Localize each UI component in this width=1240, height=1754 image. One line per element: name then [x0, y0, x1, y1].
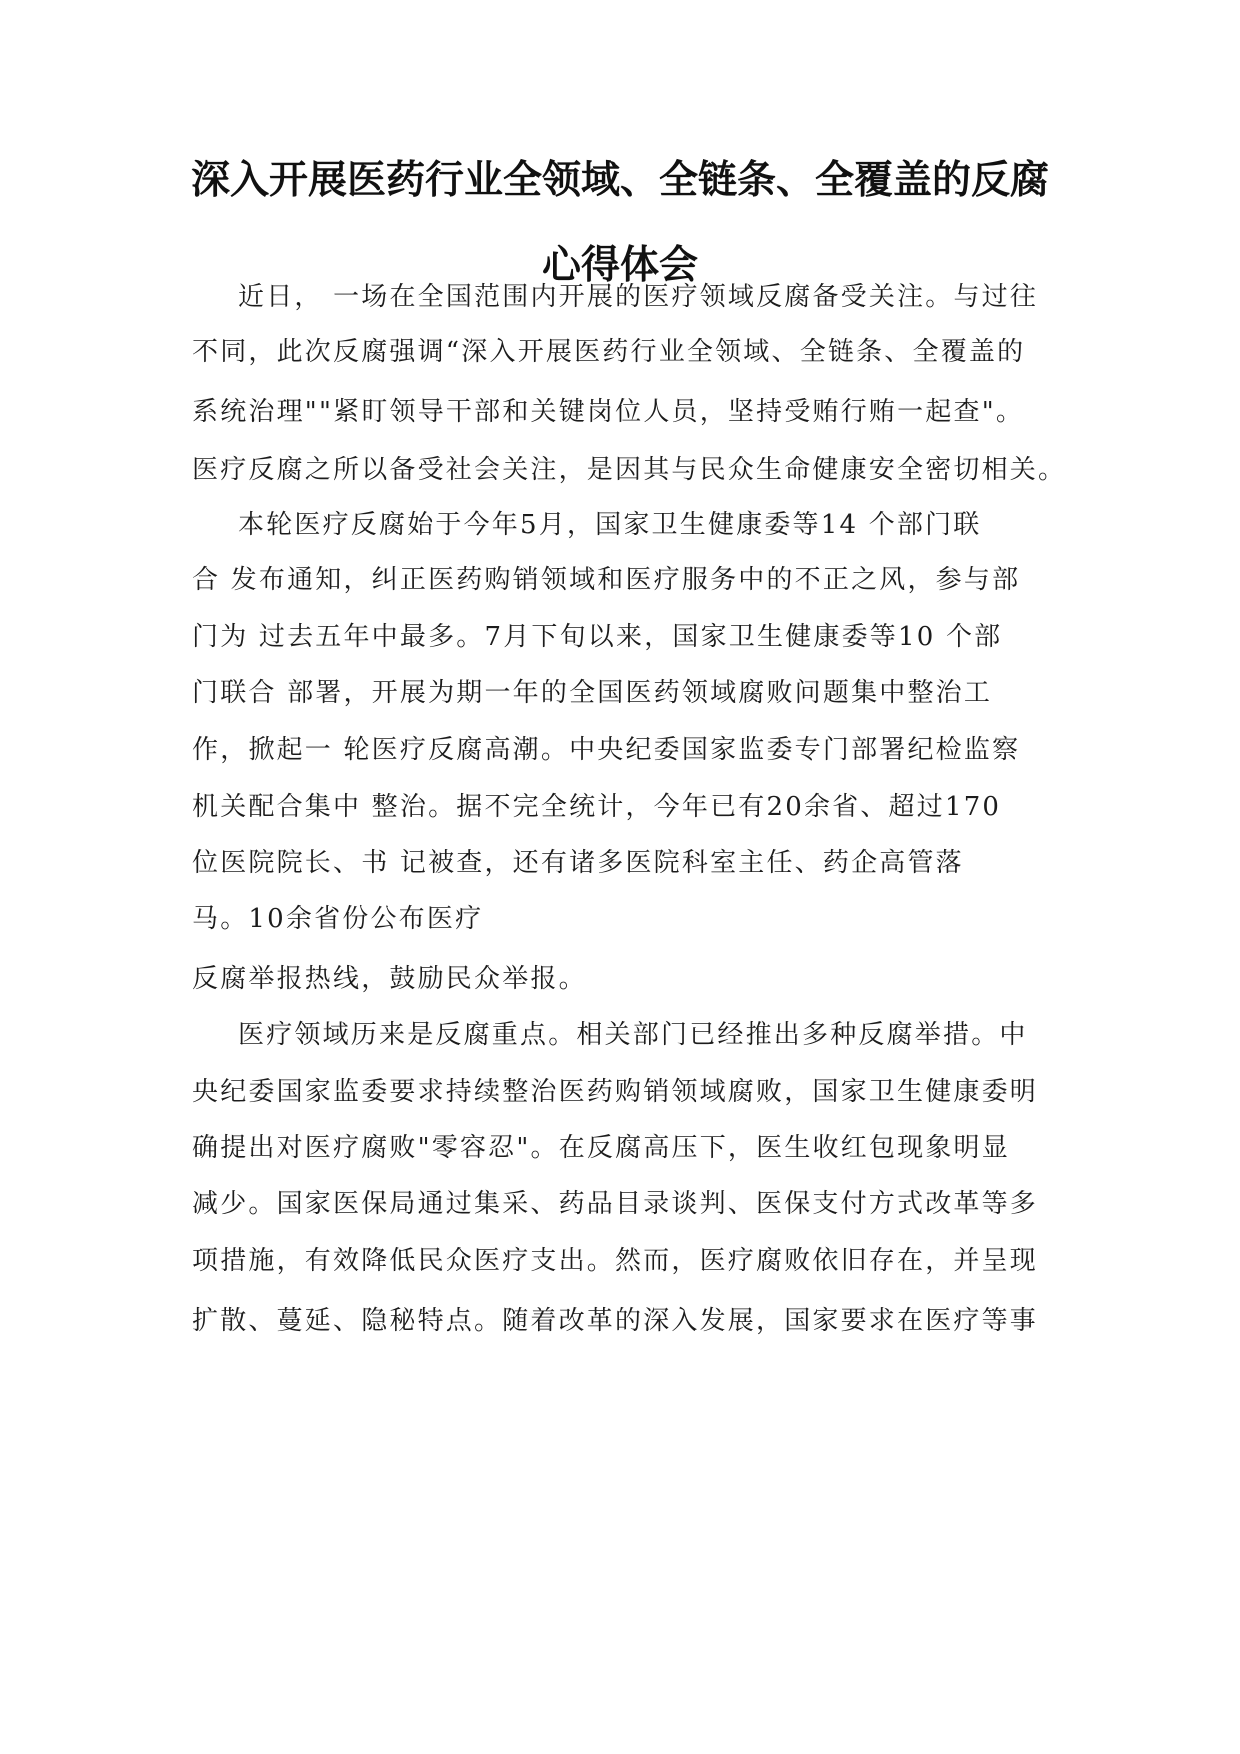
body-line-8: 门联合 部署，开展为期一年的全国医药领域腐败问题集中整治工 [192, 678, 993, 708]
body-line-6: 合 发布通知，纠正医药购销领域和医疗服务中的不正之风，参与部 [192, 565, 1021, 595]
body-line-19: 扩散、蔓延、隐秘特点。随着改革的深入发展，国家要求在医疗等事 [192, 1306, 1039, 1336]
body-line-14: 医疗领域历来是反腐重点。相关部门已经推出多种反腐举措。中 [238, 1020, 1028, 1050]
body-line-17: 减少。国家医保局通过集采、药品目录谈判、医保支付方式改革等多 [192, 1189, 1039, 1219]
body-line-7: 门为 过去五年中最多。7月下旬以来，国家卫生健康委等10 个部 [192, 622, 1003, 652]
body-line-4: 医疗反腐之所以备受社会关注，是因其与民众生命健康安全密切相关。 [192, 455, 1067, 485]
body-line-3: 系统治理""紧盯领导干部和关键岗位人员，坚持受贿行贿一起查"。 [192, 397, 1025, 427]
body-line-10: 机关配合集中 整治。据不完全统计，今年已有20余省、超过170 [192, 792, 1002, 822]
document-title-line-2: 心得体会 [541, 243, 698, 288]
body-line-12: 马。10余省份公布医疗 [192, 904, 484, 934]
body-line-5: 本轮医疗反腐始于今年5月，国家卫生健康委等14 个部门联 [238, 510, 982, 540]
document-title-line-1: 深入开展医药行业全领域、全链条、全覆盖的反腐 [190, 158, 1049, 203]
body-line-9: 作，掀起一 轮医疗反腐高潮。中央纪委国家监委专门部署纪检监察 [192, 735, 1021, 765]
body-line-2: 不同，此次反腐强调“深入开展医药行业全领域、全链条、全覆盖的 [192, 337, 1026, 367]
body-line-1: 近日， 一场在全国范围内开展的医疗领域反腐备受关注。与过往 [238, 282, 1039, 312]
body-line-16: 确提出对医疗腐败"零容忍"。在反腐高压下，医生收红包现象明显 [192, 1133, 1010, 1163]
body-line-11: 位医院院长、书 记被查，还有诸多医院科室主任、药企高管落 [192, 848, 964, 878]
body-line-13: 反腐举报热线，鼓励民众举报。 [192, 964, 587, 994]
body-line-15: 央纪委国家监委要求持续整治医药购销领域腐败，国家卫生健康委明 [192, 1077, 1039, 1107]
body-line-18: 项措施，有效降低民众医疗支出。然而，医疗腐败依旧存在，并呈现 [192, 1246, 1039, 1276]
